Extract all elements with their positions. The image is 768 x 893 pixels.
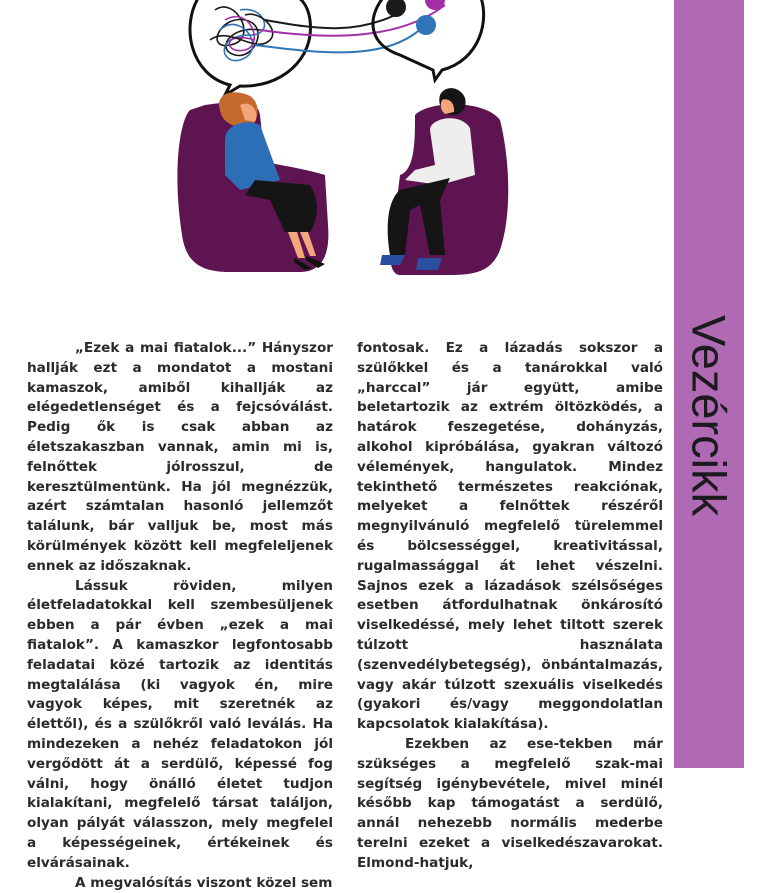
yarn-ball-purple-icon [425, 0, 445, 10]
article-paragraph: A megvalósítás viszont közel sem [75, 874, 333, 891]
article-paragraph: „Ezek a mai fiatalok...” Hányszor hallják ezt a mondatot a mostani kamaszok, amiből kihallják az elégedetlenséget és a fejcsóválást. Pedig ők is csak abban az életszakaszban vannak, amin mi is, felnőttek jólrosszul, de keresztülmentünk. Ha jól megnézzük, azért számtalan hasonló jellemzőt találunk, bár valljuk be, most más körülmények között kell megfeleljenek ennek az időszaknak. [27, 340, 333, 574]
yarn-ball-black-icon [386, 0, 406, 17]
article-paragraph: Ezekben az ese-tekben már szükséges a megfelelő szak-mai segítség igénybevétele, mivel minél később kap támogatást a serdülő, annál nehezebb normális mederbe terelni ezeket a viselkedészavarokat. Elmond-hatjuk, [357, 735, 663, 871]
article-column-right [357, 339, 663, 874]
article-column-left [27, 339, 333, 893]
section-title [674, 296, 744, 536]
yarn-ball-blue-icon [416, 15, 436, 35]
article-paragraph: fontosak. Ez a lázadás sokszor a szülőkkel és a tanárokkal való „harccal” jár együtt, amibe beletartozik az extrém öltözködés, a határok feszegetése, dohányzás, alkohol kipróbálása, gyakran változó vélemények, hangulatok. Mindez tekinthető természetes reakciónak, melyeket a felnőttek részéről megnyilvánuló megfelelő türelemmel és bölcsességgel, kreativitással, rugalmassággal át lehet vészelni. Sajnos ezek a lázadások szélsőséges esetben átfordulhatnak önkárosító viselkedéssé, mely lehet tiltott szerek túlzott használata (szenvedélybetegség), önbántalmazás, vagy akár túlzott szexuális viselkedés (gyakori és/vagy meggondolatlan kapcsolatok kialakítása). [357, 340, 663, 733]
article-paragraph: Lássuk röviden, milyen életfeladatokkal kell szembesüljenek ebben a pár évben „ezek a mai fiatalok”. A kamaszkor legfontosabb feladatai közé tartozik az identitás megtalálása (ki vagyok én, mire vagyok képes, mit szeretnék az élettől), és a szülőkről való leválás. Ha mindezeken a nehéz feladatokon jól vergődött át a serdülő, képessé fog válni, hogy önálló életet tudjon kialakítani, megfelelő társat találjon, olyan pályát válasszon, mely megfelel a képességeinek, értékeinek és elvárásainak. [27, 577, 333, 871]
counseling-illustration [160, 0, 520, 290]
section-title-text: Vezércikk [682, 315, 736, 517]
